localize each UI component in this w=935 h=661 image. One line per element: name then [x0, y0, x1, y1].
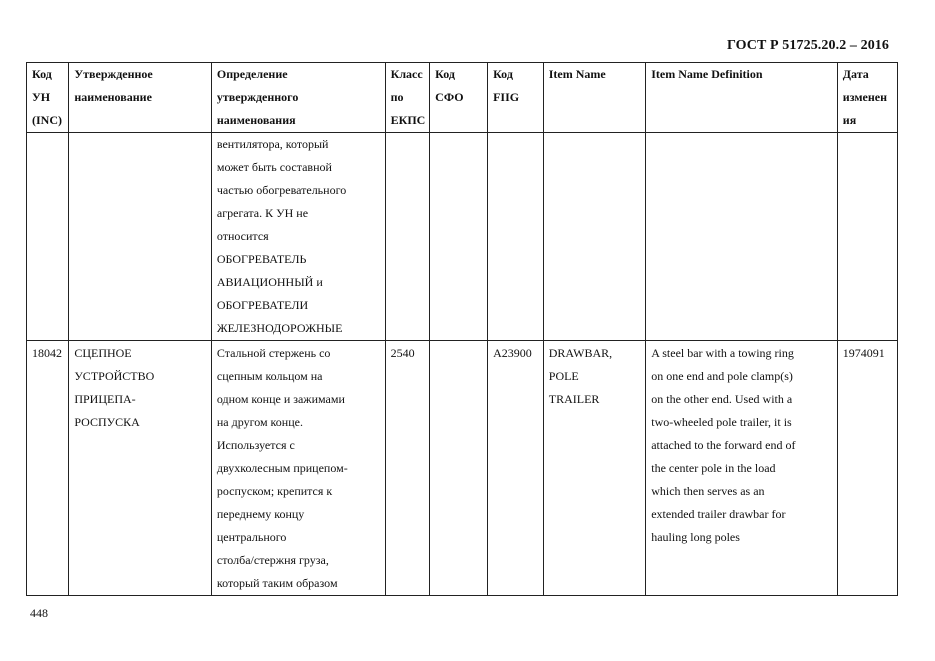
text-line: POLE: [548, 369, 579, 383]
cell-ekps: 2540: [385, 341, 430, 596]
text-line: ия: [842, 113, 857, 127]
column-header-item-name: [543, 63, 645, 133]
document-code: ГОСТ Р 51725.20.2 – 2016: [726, 38, 889, 53]
text-line: DRAWBAR,: [548, 346, 613, 360]
text-line: Код: [32, 67, 52, 81]
column-header-sfo-code: [430, 63, 488, 133]
text-line: on the other end. Used with a: [651, 392, 793, 406]
text-line: утвержденного: [216, 90, 299, 104]
text-line: столба/стержня груза,: [216, 553, 329, 567]
text-line: on one end and pole clamp(s): [651, 369, 793, 383]
text-line: ОБОГРЕВАТЕЛЬ: [216, 252, 307, 266]
cell-inc: [27, 133, 69, 341]
text-line: Дата: [842, 67, 869, 81]
text-line: СФО: [435, 90, 464, 104]
text-line: одном конце и зажимами: [216, 392, 345, 406]
cell-fiig: [488, 133, 544, 341]
text-line: относится: [216, 229, 269, 243]
table-row: [27, 341, 898, 596]
cell-sfo: [430, 133, 488, 341]
cell-definition: [211, 341, 385, 596]
cell-approved-name: [69, 341, 212, 596]
text-line: на другом конце.: [216, 415, 303, 429]
text-line: FIIG: [493, 90, 520, 104]
text-line: агрегата. К УН не: [216, 206, 309, 220]
text-line: сцепным кольцом на: [216, 369, 323, 383]
text-line: изменен: [842, 90, 888, 104]
page-number: 448: [30, 606, 48, 620]
text-line: Определение: [216, 67, 288, 81]
column-header-inc: [27, 63, 69, 133]
text-line: Утвержденное: [74, 67, 153, 81]
text-line: центрального: [216, 530, 287, 544]
catalog-table: [26, 62, 898, 596]
text-line: the center pole in the load: [651, 461, 776, 475]
cell-date: 1974091: [837, 341, 897, 596]
text-line: ЖЕЛЕЗНОДОРОЖНЫЕ: [216, 321, 343, 335]
text-line: Код: [493, 67, 513, 81]
text-line: наименования: [216, 113, 296, 127]
cell-definition: [211, 133, 385, 341]
text-line: which then serves as an: [651, 484, 765, 498]
text-line: УН: [32, 90, 51, 104]
text-line: УСТРОЙСТВО: [74, 369, 155, 383]
text-line: наименование: [74, 90, 152, 104]
text-line: частью обогревательного: [216, 183, 347, 197]
text-line: hauling long poles: [651, 530, 740, 544]
text-line: ЕКПС: [390, 113, 426, 127]
text-line: двухколесным прицепом-: [216, 461, 348, 475]
column-header-change-date: [837, 63, 897, 133]
cell-approved-name: [69, 133, 212, 341]
text-line: по: [390, 90, 404, 104]
cell-item-name: [543, 341, 645, 596]
text-line: extended trailer drawbar for: [651, 507, 786, 521]
text-line: который таким образом: [216, 576, 338, 590]
column-header-item-name-definition: [646, 63, 838, 133]
text-line: Используется с: [216, 438, 295, 452]
cell-sfo: [430, 341, 488, 596]
text-line: (INC): [32, 113, 62, 127]
text-line: Item Name: [548, 67, 606, 81]
column-header-definition: [211, 63, 385, 133]
text-line: РОСПУСКА: [74, 415, 140, 429]
cell-item-definition: [646, 133, 838, 341]
text-line: Код: [435, 67, 455, 81]
text-line: СЦЕПНОЕ: [74, 346, 132, 360]
text-line: two-wheeled pole trailer, it is: [651, 415, 792, 429]
cell-date: [837, 133, 897, 341]
cell-fiig: A23900: [488, 341, 544, 596]
text-line: может быть составной: [216, 160, 332, 174]
text-line: роспуском; крепится к: [216, 484, 333, 498]
text-line: ПРИЦЕПА-: [74, 392, 136, 406]
text-line: АВИАЦИОННЫЙ и: [216, 275, 323, 289]
text-line: A steel bar with a towing ring: [651, 346, 794, 360]
text-line: Стальной стержень со: [216, 346, 331, 360]
text-line: Item Name Definition: [651, 67, 763, 81]
text-line: вентилятора, который: [216, 137, 329, 151]
column-header-fiig-code: [488, 63, 544, 133]
table-row-continuation: [27, 133, 898, 341]
text-line: Класс: [390, 67, 423, 81]
cell-item-name: [543, 133, 645, 341]
text-line: TRAILER: [548, 392, 600, 406]
text-line: attached to the forward end of: [651, 438, 796, 452]
cell-inc: 18042: [27, 341, 69, 596]
table-header-row: [27, 63, 898, 133]
cell-item-definition: [646, 341, 838, 596]
text-line: переднему концу: [216, 507, 305, 521]
cell-ekps: [385, 133, 430, 341]
column-header-approved-name: [69, 63, 212, 133]
column-header-ekps-class: [385, 63, 430, 133]
text-line: ОБОГРЕВАТЕЛИ: [216, 298, 309, 312]
